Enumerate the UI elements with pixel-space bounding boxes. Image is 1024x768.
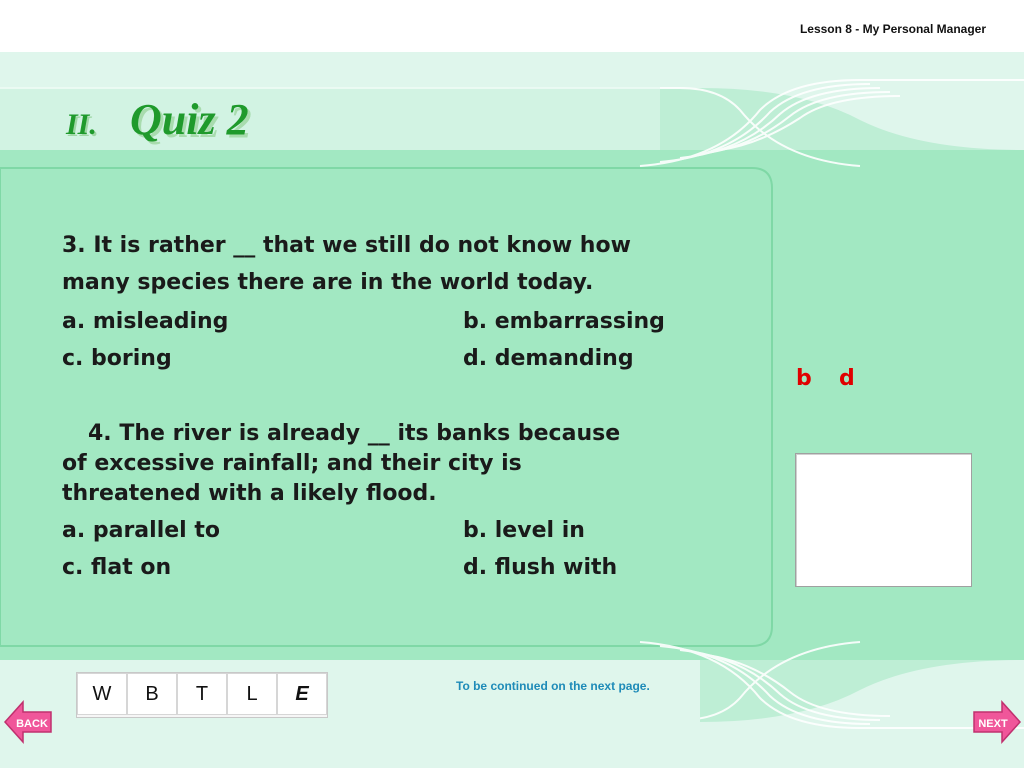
next-label: NEXT <box>978 718 1008 730</box>
answer-box <box>795 453 972 587</box>
section-number: II. <box>66 108 97 141</box>
lesson-title: Lesson 8 - My Personal Manager <box>799 22 986 36</box>
question-3-line-2: many species there are in the world today. <box>62 270 594 295</box>
tab-t[interactable]: T <box>177 673 227 715</box>
question-3-line-1: 3. It is rather __ that we still do not know how <box>62 233 631 258</box>
q4-option-d[interactable]: d. flush with <box>463 555 618 580</box>
tab-e[interactable]: E <box>277 673 327 715</box>
q4-option-a[interactable]: a. parallel to <box>62 518 220 543</box>
question-3 <box>62 227 762 301</box>
q3-option-b[interactable]: b. embarrassing <box>463 309 665 334</box>
q3-option-d[interactable]: d. demanding <box>463 346 634 371</box>
q3-option-a[interactable]: a. misleading <box>62 309 229 334</box>
tab-b[interactable]: B <box>127 673 177 715</box>
q4-option-c[interactable]: c. flat on <box>62 555 172 580</box>
back-label: BACK <box>16 718 48 730</box>
q4-option-b[interactable]: b. level in <box>463 518 585 543</box>
question-4-line-3: threatened with a likely flood. <box>62 481 437 506</box>
next-button[interactable] <box>972 700 1022 744</box>
answer-q4: d <box>839 366 855 391</box>
back-button[interactable] <box>3 700 53 744</box>
tab-w[interactable]: W <box>77 673 127 715</box>
question-4-line-1: 4. The river is already __ its banks because <box>88 421 621 446</box>
q3-option-c[interactable]: c. boring <box>62 346 172 371</box>
skill-nav <box>76 672 328 718</box>
page-title: Quiz 2 <box>130 95 249 144</box>
question-4-line-2: of excessive rainfall; and their city is <box>62 451 522 476</box>
answer-q3: b <box>796 366 812 391</box>
question-4 <box>62 419 762 509</box>
continued-note: To be continued on the next page. <box>456 679 650 693</box>
tab-l[interactable]: L <box>227 673 277 715</box>
